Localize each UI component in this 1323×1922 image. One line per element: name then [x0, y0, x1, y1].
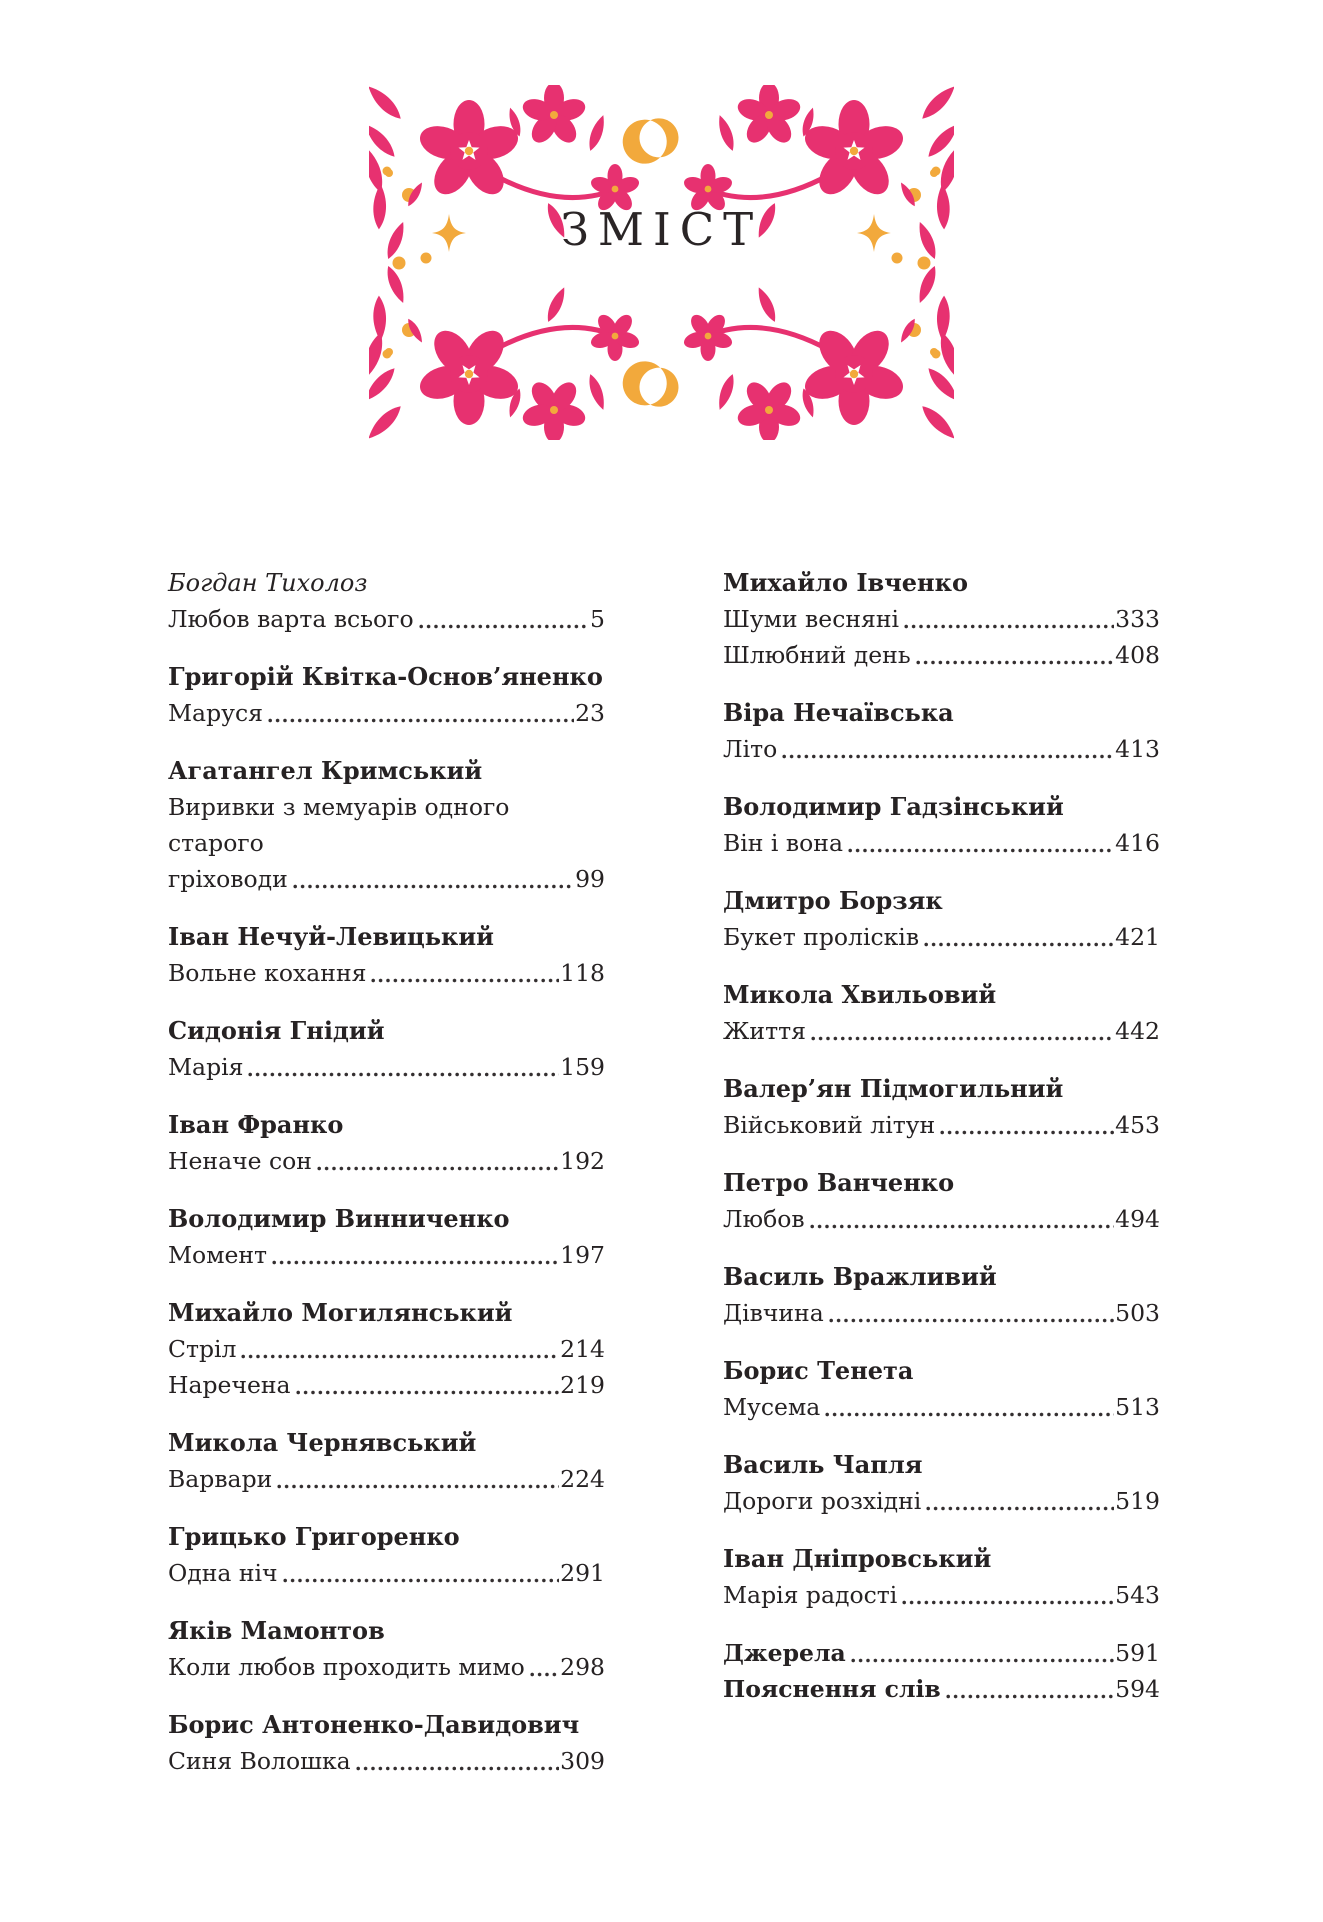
dot-leader — [940, 1130, 1114, 1135]
toc-line — [723, 1577, 1160, 1613]
floral-ornament — [369, 85, 954, 440]
dot-leader — [904, 624, 1114, 629]
toc-author: Дмитро Борзяк — [723, 886, 943, 915]
toc-author: Володимир Винниченко — [168, 1204, 510, 1233]
dot-leader — [902, 1600, 1114, 1605]
toc-line — [168, 695, 605, 731]
toc-line — [723, 637, 1160, 673]
toc-title: гріховоди — [168, 865, 288, 893]
toc-title: Одна ніч — [168, 1559, 278, 1587]
toc-entry — [723, 1447, 1160, 1519]
dot-leader — [241, 1354, 559, 1359]
page-number: 298 — [560, 1653, 605, 1681]
toc-line — [723, 825, 1160, 861]
dot-leader — [811, 1036, 1114, 1041]
dot-leader — [916, 660, 1114, 665]
toc-line — [168, 1237, 605, 1273]
toc-line — [723, 1295, 1160, 1331]
toc-line — [723, 1201, 1160, 1237]
toc-line — [168, 1367, 605, 1403]
toc-right-column — [723, 565, 1160, 1801]
page-number: 519 — [1115, 1487, 1160, 1515]
dot-leader — [371, 978, 559, 983]
toc-title: Літо — [723, 735, 778, 763]
crescent-moon-icon — [617, 110, 684, 169]
toc-line — [723, 1107, 1160, 1143]
page-number: 224 — [560, 1465, 605, 1493]
page-number: 543 — [1115, 1581, 1160, 1609]
toc-title: Марія — [168, 1053, 244, 1081]
dot-leader — [782, 754, 1114, 759]
dot-icon — [393, 257, 406, 270]
toc-line — [723, 731, 1160, 767]
toc-line — [168, 1555, 605, 1591]
toc-author: Богдан Тихолоз — [168, 569, 368, 597]
page-number: 594 — [1115, 1675, 1160, 1703]
toc-title: Букет пролісків — [723, 923, 920, 951]
toc-author: Агатангел Кримський — [168, 756, 483, 785]
dot-leader — [419, 624, 589, 629]
toc-entry — [723, 1071, 1160, 1143]
dot-leader — [810, 1224, 1115, 1229]
floral-frame — [369, 85, 954, 440]
page-number: 197 — [560, 1241, 605, 1269]
toc-author: Микола Чернявський — [168, 1428, 477, 1457]
page-number: 159 — [560, 1053, 605, 1081]
dot-leader — [924, 942, 1114, 947]
toc-line — [723, 601, 1160, 637]
page-number: 453 — [1115, 1111, 1160, 1139]
toc-title: Марія радості — [723, 1581, 898, 1609]
toc-entry — [168, 1425, 605, 1497]
toc-entry — [168, 1107, 605, 1179]
toc-author: Василь Вражливий — [723, 1262, 997, 1291]
bottom-floral-row — [369, 285, 954, 440]
page-number: 99 — [575, 865, 605, 893]
toc-left-column — [168, 565, 605, 1801]
page-number: 421 — [1115, 923, 1160, 951]
toc-title: Вольне кохання — [168, 959, 367, 987]
toc-title: Любов — [723, 1205, 805, 1233]
dot-icon — [918, 257, 931, 270]
toc-entry — [168, 1201, 605, 1273]
toc-author: Сидонія Гнідий — [168, 1016, 385, 1045]
toc-entry — [168, 1707, 605, 1779]
toc-line — [168, 861, 605, 897]
dot-leader — [268, 718, 574, 723]
toc-line — [723, 1671, 1160, 1707]
toc-author: Іван Франко — [168, 1110, 344, 1139]
toc-title: Варвари — [168, 1465, 273, 1493]
page-number: 309 — [560, 1747, 605, 1775]
toc-entry — [168, 1613, 605, 1685]
dot-leader — [848, 848, 1114, 853]
toc-line — [168, 1649, 605, 1685]
toc-line — [168, 1049, 605, 1085]
toc-title: Любов варта всього — [168, 605, 414, 633]
toc-title: Дороги розхідні — [723, 1487, 922, 1515]
toc-author: Яків Мамонтов — [168, 1616, 385, 1645]
page-title: ЗМІСТ — [560, 203, 763, 256]
toc-line — [168, 1743, 605, 1779]
page-number: 5 — [590, 605, 605, 633]
toc-line — [723, 919, 1160, 955]
toc-line — [723, 1013, 1160, 1049]
page-number: 442 — [1115, 1017, 1160, 1045]
page-number: 23 — [575, 699, 605, 727]
toc-line — [168, 955, 605, 991]
toc-author: Василь Чапля — [723, 1450, 923, 1479]
toc-title: Дівчина — [723, 1299, 824, 1327]
toc-entry — [723, 977, 1160, 1049]
dot-leader — [530, 1672, 559, 1677]
toc-author: Петро Ванченко — [723, 1168, 955, 1197]
toc-line — [168, 1461, 605, 1497]
toc-title: Шлюбний день — [723, 641, 911, 669]
dot-leader — [248, 1072, 559, 1077]
toc-line — [168, 601, 605, 637]
page-number: 503 — [1115, 1299, 1160, 1327]
toc-entry — [723, 1353, 1160, 1425]
toc-entry — [168, 659, 605, 731]
toc-entry — [723, 1635, 1160, 1707]
page-number: 118 — [560, 959, 605, 987]
toc-entry — [723, 1165, 1160, 1237]
page-number: 333 — [1115, 605, 1160, 633]
toc-line — [168, 1331, 605, 1367]
dot-leader — [283, 1578, 560, 1583]
dot-leader — [277, 1484, 559, 1489]
toc-line — [723, 1635, 1160, 1671]
toc-title: Наречена — [168, 1371, 291, 1399]
page-number: 291 — [560, 1559, 605, 1587]
toc-title: Момент — [168, 1241, 268, 1269]
toc-entry — [723, 1541, 1160, 1613]
toc-title: Маруся — [168, 699, 263, 727]
page-number: 413 — [1115, 735, 1160, 763]
page-number: 192 — [560, 1147, 605, 1175]
toc-title: Неначе сон — [168, 1147, 312, 1175]
toc-entry — [723, 883, 1160, 955]
toc-author: Грицько Григоренко — [168, 1522, 460, 1551]
toc-title: Коли любов проходить мимо — [168, 1653, 525, 1681]
dot-leader — [272, 1260, 559, 1265]
toc-line — [723, 1483, 1160, 1519]
toc-entry — [168, 565, 605, 637]
page-number: 591 — [1115, 1639, 1160, 1667]
toc-entry — [723, 1259, 1160, 1331]
table-of-contents — [168, 565, 1160, 1801]
toc-author: Михайло Івченко — [723, 568, 968, 597]
dot-leader — [946, 1694, 1114, 1699]
dot-leader — [829, 1318, 1114, 1323]
page-number: 416 — [1115, 829, 1160, 857]
vine-icon — [898, 264, 954, 405]
page-number: 513 — [1115, 1393, 1160, 1421]
toc-title: Стріл — [168, 1335, 237, 1363]
toc-author: Іван Дніпровський — [723, 1544, 992, 1573]
toc-line — [723, 1389, 1160, 1425]
dot-leader — [825, 1412, 1114, 1417]
toc-author: Михайло Могилянський — [168, 1298, 513, 1327]
toc-author: Володимир Гадзінський — [723, 792, 1064, 821]
toc-title-wrap: Виривки з мемуарів одного старого — [168, 793, 510, 857]
toc-author: Валер’ян Підмогильний — [723, 1074, 1064, 1103]
toc-title: Шуми весняні — [723, 605, 900, 633]
toc-line — [168, 1143, 605, 1179]
dot-leader — [926, 1506, 1114, 1511]
toc-author: Іван Нечуй-Левицький — [168, 922, 494, 951]
dot-leader — [356, 1766, 559, 1771]
page-number: 408 — [1115, 641, 1160, 669]
toc-author: Борис Антоненко-Давидович — [168, 1710, 580, 1739]
vine-icon — [369, 264, 425, 405]
dot-leader — [851, 1658, 1114, 1663]
toc-entry — [168, 1519, 605, 1591]
toc-entry — [723, 565, 1160, 673]
page-number: 214 — [560, 1335, 605, 1363]
toc-entry — [723, 789, 1160, 861]
toc-title: Джерела — [723, 1639, 846, 1667]
toc-entry — [168, 753, 605, 897]
toc-author: Віра Нечаївська — [723, 698, 954, 727]
dot-leader — [317, 1166, 559, 1171]
toc-title: Мусема — [723, 1393, 821, 1421]
dot-leader — [296, 1390, 560, 1395]
toc-title: Він і вона — [723, 829, 843, 857]
toc-author: Микола Хвильовий — [723, 980, 997, 1009]
toc-title: Синя Волошка — [168, 1747, 351, 1775]
page-number: 494 — [1115, 1205, 1160, 1233]
toc-title: Життя — [723, 1017, 806, 1045]
toc-entry — [168, 1295, 605, 1403]
toc-title: Пояснення слів — [723, 1675, 941, 1703]
toc-entry — [168, 919, 605, 991]
toc-author: Борис Тенета — [723, 1356, 914, 1385]
toc-entry — [723, 695, 1160, 767]
toc-entry — [168, 1013, 605, 1085]
dot-leader — [293, 884, 574, 889]
toc-author: Григорій Квітка-Основ’яненко — [168, 662, 603, 691]
page-number: 219 — [560, 1371, 605, 1399]
toc-title: Військовий літун — [723, 1111, 936, 1139]
